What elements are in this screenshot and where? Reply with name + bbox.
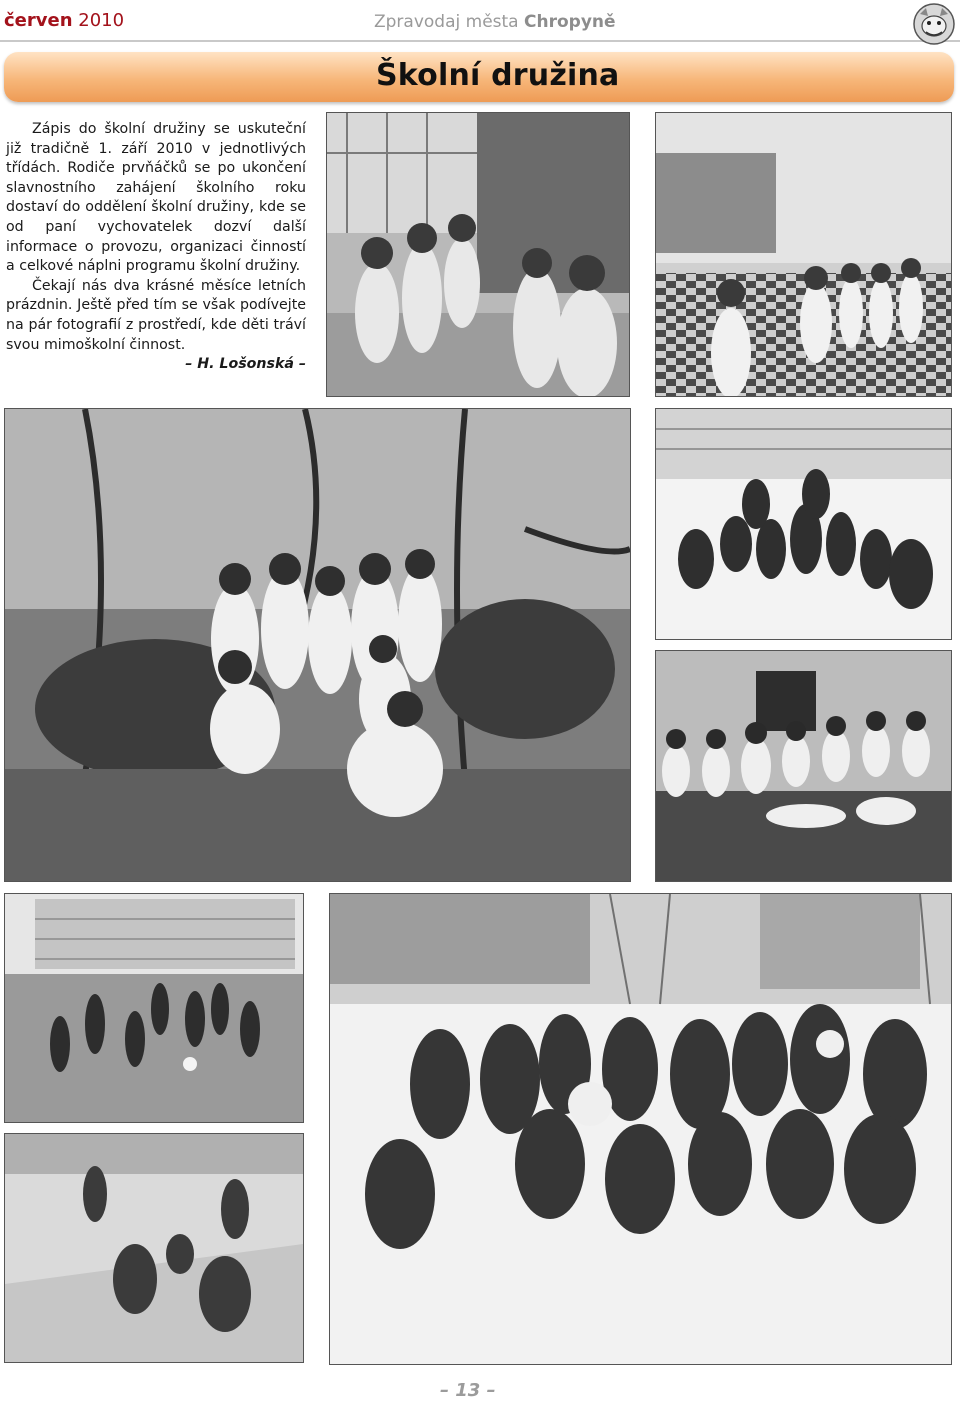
photo-snow-group-small [655, 408, 952, 640]
photo-children-under-pine [4, 408, 631, 882]
photo-indoor-group-floor [655, 650, 952, 882]
header-publication [374, 12, 616, 32]
page-number: – 13 – [440, 1380, 496, 1401]
header-year: 2010 [78, 10, 125, 31]
article-paragraph-2: Čekají nás dva krásné měsíce letních prázdnin. Ještě před tím se však podívejte na pár fotografií z prostředí, kde děti tráví svou mimoškolní činnost. [6, 277, 306, 353]
section-title: Školní družina [376, 58, 620, 93]
photo-football-field [4, 893, 304, 1123]
article-paragraph-1: Zápis do školní družiny se uskuteční již tradičně 1. září 2010 v jednotlivých třídách. Rodiče prvňáčků se po ukončení slavnostního zahájení školního roku dostaví do oddělení školní družiny, kde se od paní vychovatelek dozví další informace o provozu, organizaci činností a celkové náplni programu školní družiny. [6, 121, 306, 275]
header-divider [0, 40, 960, 42]
header-date [4, 10, 124, 31]
publication-prefix: Zpravodaj města [374, 12, 519, 32]
town-mascot-icon [912, 2, 956, 46]
publication-town: Chropyně [524, 12, 616, 32]
photo-classroom-checkered-floor [655, 112, 952, 397]
header-month: červen [4, 10, 73, 31]
photo-sandbox [4, 1133, 304, 1363]
article-text [6, 120, 306, 375]
photo-children-outdoor-wall [326, 112, 630, 397]
article-author: – H. Lošonská – [185, 356, 306, 373]
photo-snow-group-large [329, 893, 952, 1365]
